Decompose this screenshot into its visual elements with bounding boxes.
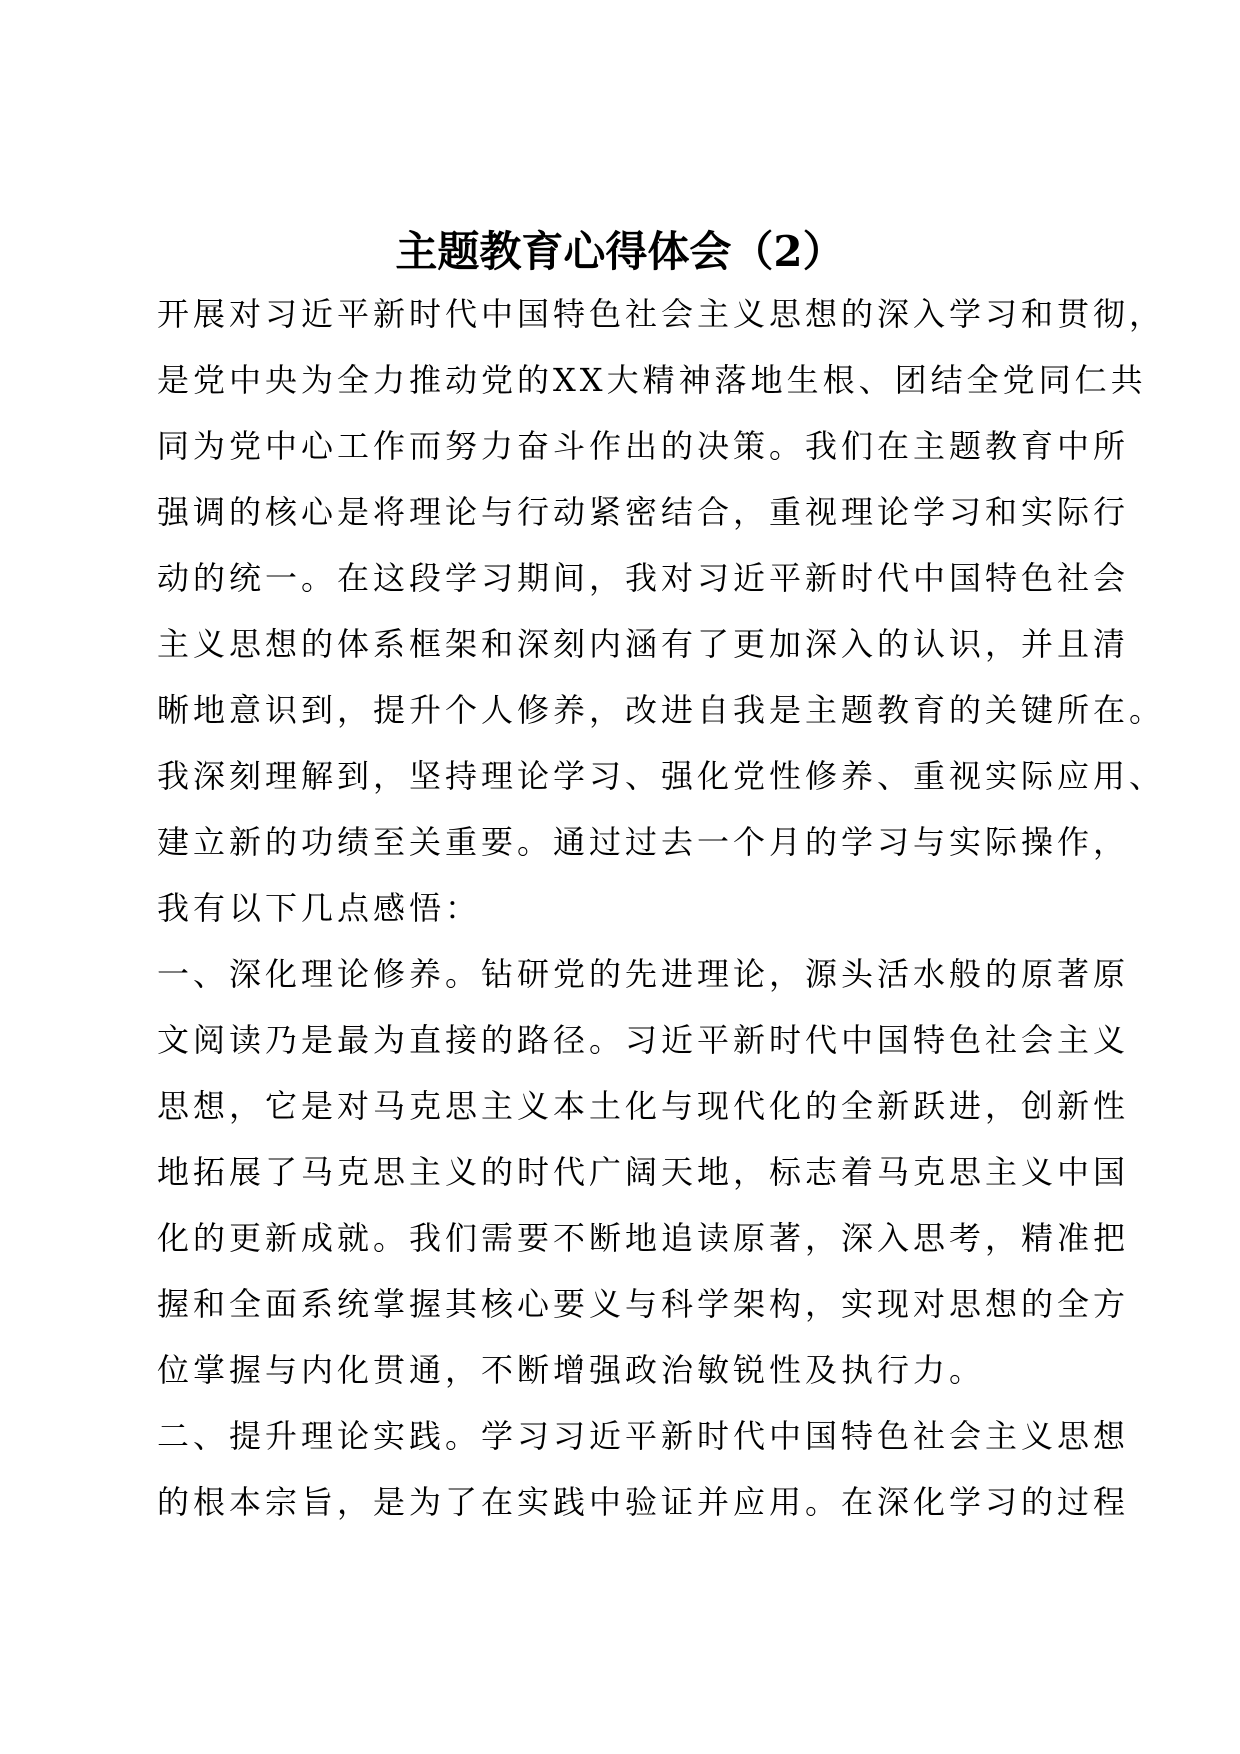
body-line: 同为党中心工作而努力奋斗作出的决策。我们在主题教育中所: [157, 427, 1130, 465]
body-line: 位掌握与内化贯通，不断增强政治敏锐性及执行力。: [157, 1351, 986, 1389]
body-line: 建立新的功绩至关重要。通过过去一个月的学习与实际操作，: [157, 823, 1130, 861]
section-heading-line: 二、提升理论实践。学习习近平新时代中国特色社会主义思想: [157, 1417, 1130, 1455]
body-line: 是党中央为全力推动党的XX大精神落地生根、团结全党同仁共: [157, 361, 1147, 399]
body-line: 晰地意识到，提升个人修养，改进自我是主题教育的关键所在。: [157, 691, 1166, 729]
body-line: 我有以下几点感悟：: [157, 889, 482, 927]
body-line: 开展对习近平新时代中国特色社会主义思想的深入学习和贯彻，: [157, 295, 1166, 333]
body-line: 的根本宗旨，是为了在实践中验证并应用。在深化学习的过程: [157, 1483, 1130, 1521]
body-line: 地拓展了马克思主义的时代广阔天地，标志着马克思主义中国: [157, 1153, 1130, 1191]
body-line: 我深刻理解到，坚持理论学习、强化党性修养、重视实际应用、: [157, 757, 1166, 795]
body-line: 动的统一。在这段学习期间，我对习近平新时代中国特色社会: [157, 559, 1130, 597]
body-line: 主义思想的体系框架和深刻内涵有了更加深入的认识，并且清: [157, 625, 1130, 663]
body-line: 文阅读乃是最为直接的路径。习近平新时代中国特色社会主义: [157, 1021, 1130, 1059]
section-heading-line: 一、深化理论修养。钻研党的先进理论，源头活水般的原著原: [157, 955, 1130, 993]
body-line: 强调的核心是将理论与行动紧密结合，重视理论学习和实际行: [157, 493, 1130, 531]
body-line: 握和全面系统掌握其核心要义与科学架构，实现对思想的全方: [157, 1285, 1130, 1323]
document-title: 主题教育心得体会（2）: [395, 227, 845, 276]
body-line: 思想，它是对马克思主义本土化与现代化的全新跃进，创新性: [157, 1087, 1130, 1125]
body-line: 化的更新成就。我们需要不断地追读原著，深入思考，精准把: [157, 1219, 1130, 1257]
